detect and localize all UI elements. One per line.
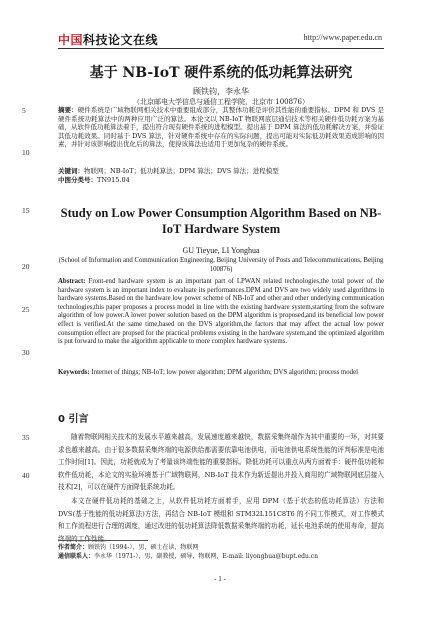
abstract-cn: [58, 106, 384, 149]
abstract-en-text: Front-end hardware system is an important part of LPWAN related technologies,the total power of the hardware system is an important index to evaluate its performances.DPM and DVS are two widely used algorithms in hardware systems.Based on the hardware low power scheme of NB-IoT and other and other underlying communication technologies,this paper proposes a process model in line with the existing hardware system,starting from the software algorithm of low power.A lower power solution based on the DPM algorithm is proposed,and its beneficial low power effect is verified.At the same time,based on the DVS algorithm,the factors that may affect the actual low power consumption effect are propsed for the practical problems existing in the hardware system,and the optimized algorithm is put forward to make the algorithm applicable to more complex hardware systems.: [58, 278, 384, 346]
clc-number: 中图分类号：TN915.04: [58, 176, 130, 184]
line-number: 5: [22, 106, 26, 115]
line-number: 40: [22, 471, 30, 480]
body-paragraph-2: 本文在硬件低功耗的基础之上，从软件低功耗方面着手，应用 DPM（基于状态的低功耗算法）方法和 DVS(基于性能的低功耗算法)方法，再结合 NB-IoT 模组和 STM32L151C8T6 的不同工作模式，对工作模式和工作流程进行合理的调度，通过改进的低功耗算法降低数据采集终端的功耗，延长电池系统的使用寿命，提高终端的工作性能。: [58, 497, 384, 543]
keywords-cn: 关键词：物联网；NB-IoT；低功耗算法；DPM 算法；DVS 算法；进程模型: [58, 167, 279, 175]
body-paragraph-1: 随着物联网相关技术的发展水平越来越高，发展速度越来越快，数据采集终端作为其中重要的一环，对其要求也越来越高。由于很多数据采集终端的电源供给都需要依靠电池供电，而电池供电系统性能的评判标准是电池工作时间[1]。因此，功耗就成为了考量该终端性能的重要指标。降低功耗可以重点从两方面着手：硬件低功耗和软件低功耗，本论文的实验环境基于广域物联网，NB-IoT 技术作为新近提出并投入商用的广域物联网底层接入技术[2]，可以在硬件方面降低系统功耗。: [58, 433, 384, 492]
authors-cn: 顾铁钧，李永华: [193, 87, 249, 96]
footnote-author: 作者简介：顾铁钧（1994-），男，硕士在读，物联网: [58, 544, 199, 551]
section-heading-intro: 0 引言: [58, 414, 89, 425]
page-number: - 1 -: [214, 575, 226, 583]
abstract-cn-label: 摘要：: [58, 106, 78, 114]
site-logo: 中国科技论文在线: [58, 33, 159, 47]
line-number: 20: [22, 262, 30, 271]
page-header: [0, 28, 440, 48]
line-number: 15: [22, 206, 30, 215]
line-number: 30: [22, 348, 30, 357]
footnote-contact: 通信联系人：李永华（1971-），男，副教授，硕导，物联网，E-mail: liyonghua@bupt.edu.cn: [58, 553, 318, 560]
site-url[interactable]: http://www.paper.edu.cn: [303, 33, 382, 42]
affiliation-cn: （北京邮电大学信息与通信工程学院，北京市 100876）: [133, 98, 309, 106]
header-rule: [58, 48, 384, 49]
line-number: 25: [22, 305, 30, 314]
keywords-en: Keywords: Internet of things; NB-IoT; low power algorithm; DPM algorithm; DVS algorithm; process model: [58, 369, 358, 376]
abstract-en: [58, 278, 384, 347]
abstract-en-label: Abstract:: [58, 278, 86, 285]
paper-title-cn: 基于 NB-IoT 硬件系统的低功耗算法研究: [89, 65, 353, 81]
footnote-rule: [58, 540, 148, 541]
line-number: 10: [22, 148, 30, 157]
abstract-cn-text: 硬件系统是广域物联网相关技术中重要组成部分，其整体功耗是评价其性能的重要指标。DPM 和 DVS 是硬件系统功耗算法中的两种应用广泛的算法。本论文以 NB-IoT 物联网底层通信技术等相关硬件低功耗方案为基础，从软件低功耗算法着手，提出符合现有硬件系统的进程模型。提出基于 DPM 算法的低功耗解决方案，并验证其低功耗效果。同时基于 DVS 算法，针对硬件系统中存在的实际问题，提出可能对实际低功耗效果造成影响的因素，并针对该影响提出优化后的算法，使得该算法也适用于更加复杂的硬件系统。: [58, 106, 384, 149]
line-number: 35: [22, 433, 30, 442]
paper-title-en: Study on Low Power Consumption Algorithm Based on NB-IoT Hardware System: [60, 206, 382, 236]
authors-en: GU Tieyue, LI Yonghua: [182, 246, 260, 255]
affiliation-en: (School of Information and Communication Engineering, Beijing University of Posts and Telecommunications, Beijing 100876): [58, 257, 384, 273]
